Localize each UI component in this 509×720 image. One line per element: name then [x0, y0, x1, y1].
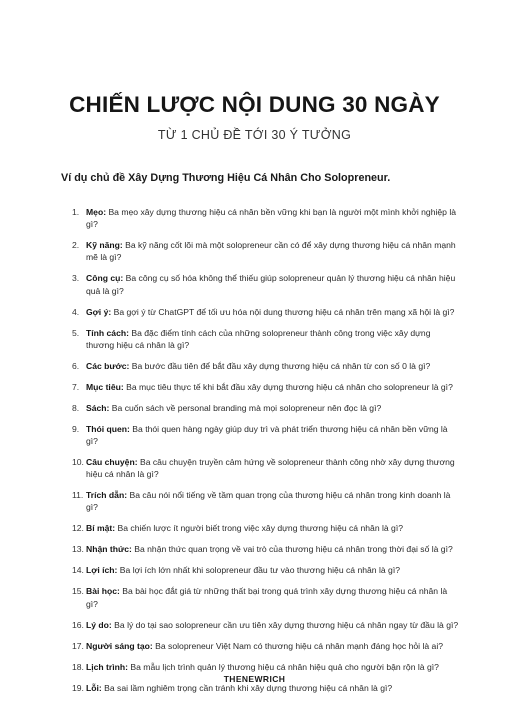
list-item-label: Kỹ năng: [86, 240, 123, 251]
list-item-number: 10. [72, 457, 84, 468]
list-item-text: Ba mục tiêu thực tế khi bắt đầu xây dựng thương hiệu cá nhân cho solopreneur là gì? [123, 381, 453, 392]
list-item [0, 327, 509, 351]
list-item [0, 306, 509, 318]
list-item-text: Ba kỹ năng cốt lõi mà một solopreneur cần có để xây dựng thương hiệu cá nhân mạnh mẽ là gì? [86, 240, 456, 263]
page-title: CHIẾN LƯỢC NỘI DUNG 30 NGÀY [69, 92, 440, 117]
list-item-text: Ba lý do tại sao solopreneur cần ưu tiên xây dựng thương hiệu cá nhân ngay từ đầu là gì? [111, 619, 459, 630]
list-item-label: Nhận thức: [86, 544, 132, 555]
list-item-text: Ba chiến lược ít người biết trong việc xây dựng thương hiệu cá nhân là gì? [115, 523, 404, 534]
list-item-text: Ba mẹo xây dựng thương hiệu cá nhân bền vững khi bạn là người một mình khởi nghiệp là gì? [86, 207, 457, 230]
list-item-number: 12. [72, 523, 84, 534]
list-item-number: 18. [72, 661, 84, 672]
list-item-label: Bí mật: [86, 523, 116, 534]
list-item-text: Ba bài học đắt giá từ những thất bại trong quá trình xây dựng thương hiệu cá nhân là gì? [86, 586, 448, 609]
list-item-text: Ba cuốn sách về personal branding mà mọi solopreneur nên đọc là gì? [109, 402, 382, 413]
list-item [0, 360, 509, 372]
list-item-text: Ba mẫu lịch trình quản lý thương hiệu cá nhân hiệu quả cho người bận rộn là gì? [128, 661, 439, 672]
list-item-text: Ba gợi ý từ ChatGPT để tối ưu hóa nội dung thương hiệu cá nhân trên mạng xã hội là gì? [111, 306, 455, 317]
list-item [0, 489, 509, 513]
list-item-text: Ba câu nói nổi tiếng về tầm quan trọng của thương hiệu cá nhân trong kinh doanh là gì? [86, 490, 451, 513]
list-item [0, 564, 509, 576]
list-item [0, 543, 509, 555]
list-item-text: Ba nhận thức quan trọng về vai trò của thương hiệu cá nhân trong thời đại số là gì? [131, 544, 453, 555]
list-item-number: 19. [72, 682, 84, 693]
idea-list [0, 206, 509, 694]
list-item [0, 239, 509, 263]
list-item-label: Gợi ý: [86, 306, 112, 317]
list-item-number: 5. [72, 327, 80, 338]
list-item-label: Câu chuyện: [86, 457, 138, 468]
list-item [0, 661, 509, 673]
list-item-label: Công cụ: [86, 273, 124, 284]
list-item-label: Người sáng tạo: [86, 640, 153, 651]
list-item-number: 7. [72, 381, 80, 392]
list-item-label: Trích dẫn: [86, 490, 128, 501]
list-item-label: Mẹo: [86, 207, 107, 217]
list-item-number: 15. [72, 586, 84, 597]
list-item-label: Bài học: [86, 586, 120, 597]
page-subtitle: TỪ 1 CHỦ ĐỀ TỚI 30 Ý TƯỞNG [157, 128, 352, 142]
list-item-number: 3. [72, 273, 80, 284]
list-item-text: Ba solopreneur Việt Nam có thương hiệu cá nhân mạnh đáng học hỏi là ai? [152, 640, 444, 651]
list-item-text: Ba công cụ số hóa không thể thiếu giúp solopreneur quản lý thương hiệu cá nhân hiệu quả là gì? [86, 273, 456, 296]
list-item-number: 13. [72, 544, 84, 555]
list-item-text: Ba lợi ích lớn nhất khi solopreneur đầu tư vào thương hiệu cá nhân là gì? [117, 565, 401, 576]
list-item-label: Lý do: [86, 619, 112, 630]
list-item-number: 8. [72, 402, 80, 413]
footer-brand: THENEWRICH [223, 674, 286, 684]
list-item-label: Lợi ích: [86, 565, 118, 576]
list-item [0, 619, 509, 631]
list-item-number: 17. [72, 640, 84, 651]
intro-heading: Ví dụ chủ đề Xây Dựng Thương Hiệu Cá Nhân Cho Solopreneur. [61, 172, 391, 184]
list-item [0, 381, 509, 393]
list-item [0, 585, 509, 609]
list-item-label: Tính cách: [86, 327, 129, 338]
list-item-number: 11. [72, 490, 84, 501]
list-item-label: Lịch trình: [86, 661, 129, 672]
list-item-label: Các bước: [86, 360, 130, 371]
list-item-number: 16. [72, 619, 84, 630]
list-item-number: 9. [72, 423, 80, 434]
list-item-label: Thói quen: [86, 423, 130, 434]
list-item-number: 1. [72, 207, 80, 217]
list-item-number: 14. [72, 565, 84, 576]
list-item-text: Ba thói quen hàng ngày giúp duy trì và phát triển thương hiệu cá nhân bền vững là gì? [86, 423, 448, 447]
list-item-text: Ba câu chuyện truyền cảm hứng về solopreneur thành công nhờ xây dựng thương hiệu cá nhân là gì? [86, 457, 455, 480]
list-item [0, 522, 509, 534]
list-item [0, 402, 509, 414]
list-item-label: Sách: [86, 402, 110, 413]
list-item-text: Ba sai lầm nghiêm trọng cần tránh khi xây dựng thương hiệu cá nhân là gì? [101, 682, 393, 693]
list-item [0, 423, 509, 447]
list-item-number: 2. [72, 240, 80, 251]
list-item-label: Mục tiêu: [86, 381, 124, 392]
list-item-text: Ba bước đầu tiên để bắt đầu xây dựng thương hiệu cá nhân từ con số 0 là gì? [129, 360, 431, 371]
list-item [0, 206, 509, 230]
list-item [0, 640, 509, 652]
list-item-number: 4. [72, 306, 80, 317]
list-item-label: Lỗi: [86, 682, 102, 693]
list-item-text: Ba đặc điểm tính cách của những solopreneur thành công trong việc xây dựng thương hiệu cá nhân là gì? [86, 327, 431, 350]
list-item [0, 272, 509, 296]
list-item [0, 456, 509, 480]
list-item-number: 6. [72, 360, 80, 371]
